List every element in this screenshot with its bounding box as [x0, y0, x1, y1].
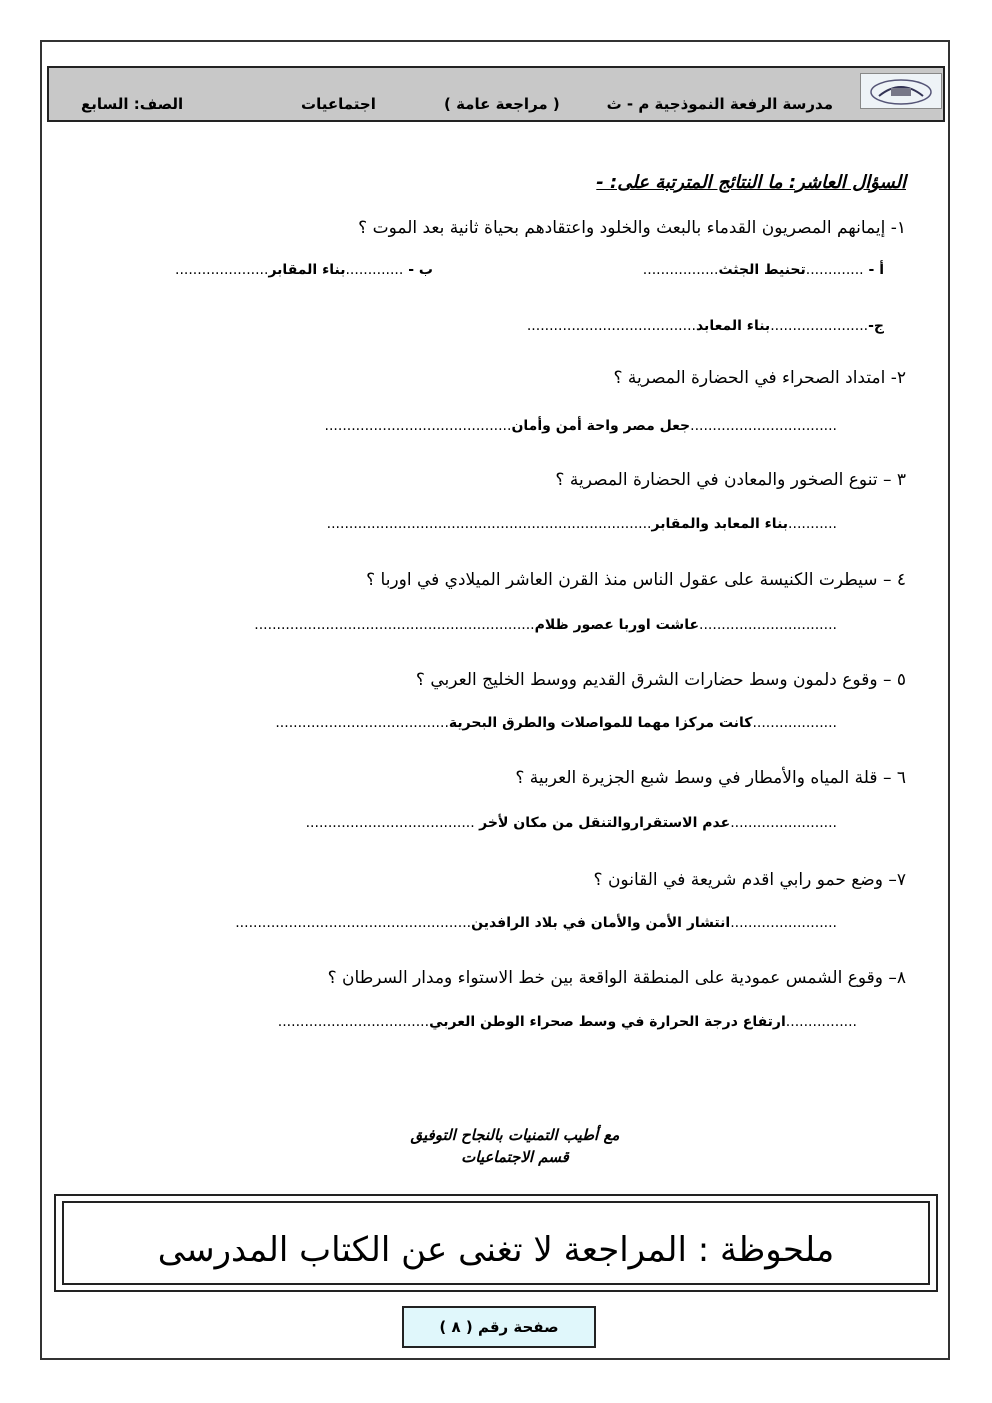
question-2: ٢- امتداد الصحراء في الحضارة المصرية ؟ — [613, 368, 906, 388]
closing-line-2: قسم الاجتماعيات — [461, 1148, 569, 1166]
answer-1b: ب - .............بناء المقابر..................... — [175, 262, 433, 278]
header-bar — [47, 66, 945, 122]
answer-4: ...............................عاشت اوربا عصور ظلام............................................................... — [254, 617, 837, 633]
question-8: ٨– وقوع الشمس عمودية على المنطقة الواقعة بين خط الاستواء ومدار السرطان ؟ — [327, 968, 906, 988]
question-1: ١- إيمانهم المصريون القدماء بالبعث والخلود واعتقادهم بحياة ثانية بعد الموت ؟ — [358, 218, 906, 238]
closing-line-1: مع أطيب التمنيات بالنجاح التوفيق — [410, 1126, 620, 1144]
answer-2: .................................جعل مصر واحة أمن وأمان.......................................... — [324, 418, 837, 434]
answer-1b-text: بناء المقابر — [268, 262, 346, 278]
school-logo — [860, 73, 942, 109]
review-label: ( مراجعة عامة ) — [444, 95, 560, 113]
answer-3: ...........بناء المعابد والمقابر......................................................................... — [326, 516, 837, 532]
answer-5: ...................كانت مركزا مهما للمواصلات والطرق البحرية....................................... — [275, 715, 837, 731]
grade-label: الصف: السابع — [81, 95, 184, 113]
subject-label: اجتماعيات — [301, 95, 376, 113]
answer-1c-label: ج- — [868, 318, 884, 334]
school-name: مدرسة الرفعة النموذجية م - ث — [606, 95, 833, 113]
answer-7: ........................انتشار الأمن والأمان في بلاد الرافدين..................................................... — [235, 915, 837, 931]
answer-6: ........................عدم الاستقراروالتنقل من مكان لأخر ...................................... — [305, 815, 837, 831]
page-number: صفحة رقم ( ٨ ) — [402, 1306, 596, 1348]
answer-1a: أ - .............تحنيط الجثث................. — [642, 262, 884, 278]
question-title: السؤال العاشر: ما النتائج المترتبة على: - — [596, 172, 906, 193]
question-4: ٤ – سيطرت الكنيسة على عقول الناس منذ القرن العاشر الميلادي في اوربا ؟ — [366, 570, 906, 590]
note-text: ملحوظة : المراجعة لا تغنى عن الكتاب المدرسى — [157, 1230, 835, 1270]
question-5: ٥ – وقوع دلمون وسط حضارات الشرق القديم ووسط الخليج العربي ؟ — [415, 670, 906, 690]
question-7: ٧– وضع حمو رابي اقدم شريعة في القانون ؟ — [593, 870, 906, 890]
question-3: ٣ – تنوع الصخور والمعادن في الحضارة المصرية ؟ — [555, 470, 906, 490]
answer-1a-label: أ - — [863, 262, 884, 278]
answer-8: ................ارتفاع درجة الحرارة في وسط صحراء الوطن العربي.................................. — [277, 1014, 857, 1030]
answer-1c: ج-......................بناء المعابد...................................... — [526, 318, 884, 334]
answer-1a-text: تحنيط الجثث — [718, 262, 806, 278]
answer-1c-text: بناء المعابد — [695, 318, 771, 334]
answer-1b-label: ب - — [403, 262, 433, 278]
closing-message — [380, 1124, 650, 1168]
question-6: ٦ – قلة المياه والأمطار في وسط شبع الجزيرة العربية ؟ — [515, 768, 906, 788]
